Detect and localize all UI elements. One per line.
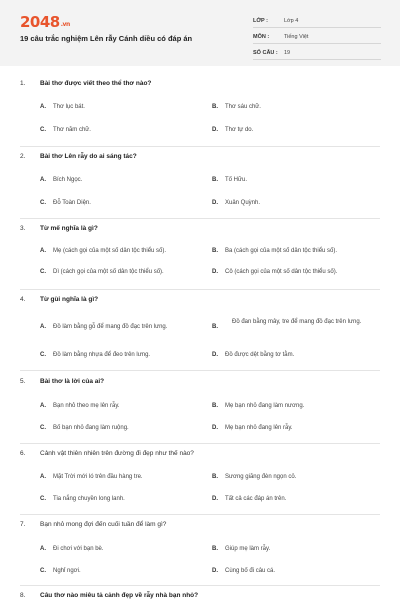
question-header: 4. Từ gùi nghĩa là gì? [20, 296, 99, 303]
question-5: 5. Bài thơ là lời của ai? A. Bạn nhỏ theo mẹ lên rẫy. B. Mẹ bạn nhỏ đang làm nương. C. Bố bạn nhỏ đang làm ruộng. D. Mẹ bạn nhỏ đang lên rẫy. [20, 378, 380, 438]
question-header: 1. Bài thơ được viết theo thể thơ nào? [20, 80, 152, 87]
meta-grade: LỚP : Lớp 4 [253, 12, 381, 28]
divider [20, 146, 380, 147]
site-logo[interactable]: 2048.vn [20, 13, 70, 31]
document-header [0, 0, 400, 66]
divider [20, 585, 380, 586]
question-header: 6. Cảnh vật thiên nhiên trên đường đi đẹp như thế nào? [20, 450, 194, 457]
question-6: 6. Cảnh vật thiên nhiên trên đường đi đẹp như thế nào? A. Mặt Trời mới ló trên đầu hàng tre. B. Sương giăng đèn ngọn cỏ. C. Tia nắng chuyền long lanh. D. Tất cả các đáp án trên. [20, 450, 380, 510]
meta-question-count: SỐ CÂU : 19 [253, 44, 381, 60]
question-1: 1. Bài thơ được viết theo thể thơ nào? A. Thơ lục bát. B. Thơ sáu chữ. C. Thơ năm chữ. D. Thơ tự do. [20, 80, 380, 140]
question-3: 3. Từ mế nghĩa là gì? A. Mẹ (cách gọi của một số dân tộc thiểu số). B. Ba (cách gọi của một số dân tộc thiểu số). C. Dì (cách gọi của một số dân tộc thiểu số). D. Cô (cách gọi của một số dân tộc thiểu số). [20, 225, 380, 285]
divider [20, 370, 380, 371]
question-4: 4. Từ gùi nghĩa là gì? A. Đồ làm bằng gỗ để mang đồ đạc trên lưng. B. Đồ đan bằng mây, tre để mang đồ đạc trên lưng. C. Đồ làm bằng nhựa để đeo trên lưng. D. Đồ được dệt bằng tơ tằm. [20, 296, 380, 364]
divider [20, 514, 380, 515]
question-header: 3. Từ mế nghĩa là gì? [20, 225, 98, 232]
question-2: 2. Bài thơ Lên rẫy do ai sáng tác? A. Bích Ngọc. B. Tố Hữu. C. Đỗ Toàn Diện. D. Xuân Quỳnh. [20, 153, 380, 213]
question-header: 8. Câu thơ nào miêu tả cảnh đẹp về rẫy nhà bạn nhỏ? [20, 592, 199, 599]
question-header: 2. Bài thơ Lên rẫy do ai sáng tác? [20, 153, 137, 160]
divider [20, 443, 380, 444]
meta-subject: MÔN : Tiếng Việt [253, 28, 381, 44]
divider [20, 218, 380, 219]
question-8 [20, 592, 380, 600]
question-7: 7. Bạn nhỏ mong đợi đến cuối tuần để làm gì? A. Đi chơi với bạn bè. B. Giúp mẹ làm rẫy. C. Nghỉ ngơi. D. Cùng bố đi câu cá. [20, 521, 380, 581]
question-header: 5. Bài thơ là lời của ai? [20, 378, 105, 385]
question-header: 7. Bạn nhỏ mong đợi đến cuối tuần để làm gì? [20, 521, 167, 528]
document-title: 19 câu trắc nghiệm Lên rẫy Cánh diều có đáp án [20, 34, 193, 43]
divider [20, 289, 380, 290]
